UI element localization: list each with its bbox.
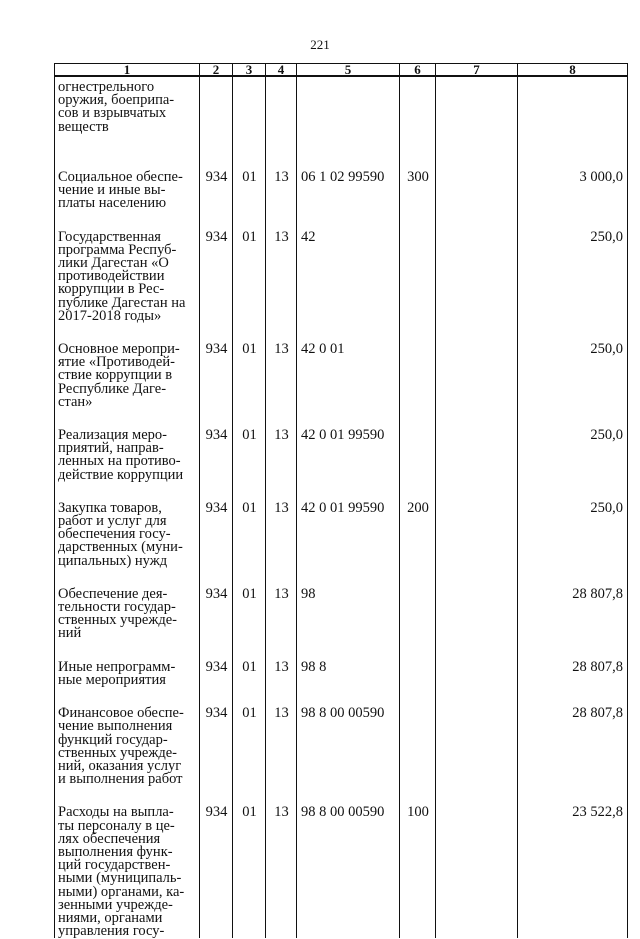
row-name-cell: Реализация меро- приятий, направ- ленных на противо- действие коррупции — [55, 409, 200, 482]
department-cell: 934 — [200, 151, 233, 211]
expense-type-cell — [400, 568, 436, 641]
section-cell: 01 — [233, 641, 266, 687]
table-row — [55, 211, 628, 323]
column-header: 4 — [266, 64, 297, 77]
column-7-cell — [436, 687, 518, 786]
row-name-cell: Основное меропри- ятие «Противодей- ствие коррупции в Республике Даге- стан» — [55, 323, 200, 409]
subsection-cell: 13 — [266, 687, 297, 786]
row-name-cell: Обеспечение дея- тельности государ- ственных учрежде- ний — [55, 568, 200, 641]
table-row — [55, 641, 628, 687]
column-7-cell — [436, 76, 518, 151]
department-cell: 934 — [200, 641, 233, 687]
row-name-cell: Социальное обеспе- чение и иные вы- платы населению — [55, 151, 200, 211]
subsection-cell: 13 — [266, 151, 297, 211]
target-article-cell: 98 — [297, 568, 400, 641]
amount-cell: 28 807,8 — [518, 568, 628, 641]
table-header-row — [55, 64, 628, 77]
column-header: 7 — [436, 64, 518, 77]
table-row — [55, 76, 628, 151]
department-cell: 934 — [200, 568, 233, 641]
table-row — [55, 568, 628, 641]
expense-type-cell: 100 — [400, 786, 436, 938]
table-row — [55, 786, 628, 938]
table-row — [55, 482, 628, 568]
column-header: 3 — [233, 64, 266, 77]
subsection-cell: 13 — [266, 323, 297, 409]
amount-cell: 23 522,8 — [518, 786, 628, 938]
row-name-cell: огнестрельного оружия, боеприпа- сов и взрывчатых веществ — [55, 76, 200, 151]
department-cell: 934 — [200, 323, 233, 409]
expense-type-cell: 300 — [400, 151, 436, 211]
target-article-cell — [297, 76, 400, 151]
target-article-cell: 42 0 01 99590 — [297, 482, 400, 568]
column-7-cell — [436, 482, 518, 568]
column-7-cell — [436, 786, 518, 938]
target-article-cell: 98 8 00 00590 — [297, 687, 400, 786]
subsection-cell: 13 — [266, 786, 297, 938]
row-name-cell: Закупка товаров, работ и услуг для обеспечения госу- дарственных (муни- ципальных) нужд — [55, 482, 200, 568]
subsection-cell: 13 — [266, 409, 297, 482]
section-cell: 01 — [233, 786, 266, 938]
section-cell: 01 — [233, 151, 266, 211]
section-cell: 01 — [233, 211, 266, 323]
department-cell: 934 — [200, 687, 233, 786]
section-cell: 01 — [233, 323, 266, 409]
expense-type-cell — [400, 641, 436, 687]
budget-table — [54, 63, 628, 938]
amount-cell — [518, 76, 628, 151]
expense-type-cell — [400, 323, 436, 409]
amount-cell: 250,0 — [518, 482, 628, 568]
department-cell — [200, 76, 233, 151]
amount-cell: 3 000,0 — [518, 151, 628, 211]
table-body — [55, 76, 628, 938]
row-name-cell: Расходы на выпла- ты персоналу в це- лях обеспечения выполнения функ- ций государствен- ными (муниципаль- ными) органами, ка- зенными учрежде- ниями, органами управления госу- — [55, 786, 200, 938]
subsection-cell: 13 — [266, 641, 297, 687]
department-cell: 934 — [200, 211, 233, 323]
page-number: 221 — [310, 37, 330, 52]
department-cell: 934 — [200, 482, 233, 568]
table-row — [55, 323, 628, 409]
subsection-cell — [266, 76, 297, 151]
target-article-cell: 98 8 00 00590 — [297, 786, 400, 938]
expense-type-cell — [400, 76, 436, 151]
column-header: 5 — [297, 64, 400, 77]
table-row — [55, 687, 628, 786]
column-7-cell — [436, 323, 518, 409]
target-article-cell: 98 8 — [297, 641, 400, 687]
target-article-cell: 42 0 01 99590 — [297, 409, 400, 482]
row-name-cell: Финансовое обеспе- чение выполнения функций государ- ственных учрежде- ний, оказания услуг и выполнения работ — [55, 687, 200, 786]
expense-type-cell — [400, 409, 436, 482]
expense-type-cell — [400, 211, 436, 323]
column-7-cell — [436, 641, 518, 687]
target-article-cell: 42 0 01 — [297, 323, 400, 409]
table-row — [55, 409, 628, 482]
section-cell: 01 — [233, 687, 266, 786]
column-header: 2 — [200, 64, 233, 77]
column-7-cell — [436, 211, 518, 323]
section-cell: 01 — [233, 482, 266, 568]
department-cell: 934 — [200, 786, 233, 938]
target-article-cell: 42 — [297, 211, 400, 323]
section-cell: 01 — [233, 568, 266, 641]
target-article-cell: 06 1 02 99590 — [297, 151, 400, 211]
amount-cell: 250,0 — [518, 323, 628, 409]
expense-type-cell: 200 — [400, 482, 436, 568]
subsection-cell: 13 — [266, 211, 297, 323]
column-header: 1 — [55, 64, 200, 77]
row-name-cell: Государственная программа Респуб- лики Дагестан «О противодействии коррупции в Рес- публике Дагестан на 2017-2018 годы» — [55, 211, 200, 323]
department-cell: 934 — [200, 409, 233, 482]
section-cell: 01 — [233, 409, 266, 482]
subsection-cell: 13 — [266, 482, 297, 568]
table-row — [55, 151, 628, 211]
row-name-cell: Иные непрограмм- ные мероприятия — [55, 641, 200, 687]
section-cell — [233, 76, 266, 151]
column-header: 8 — [518, 64, 628, 77]
column-7-cell — [436, 409, 518, 482]
amount-cell: 28 807,8 — [518, 641, 628, 687]
amount-cell: 28 807,8 — [518, 687, 628, 786]
subsection-cell: 13 — [266, 568, 297, 641]
amount-cell: 250,0 — [518, 409, 628, 482]
amount-cell: 250,0 — [518, 211, 628, 323]
column-7-cell — [436, 151, 518, 211]
expense-type-cell — [400, 687, 436, 786]
column-7-cell — [436, 568, 518, 641]
column-header: 6 — [400, 64, 436, 77]
